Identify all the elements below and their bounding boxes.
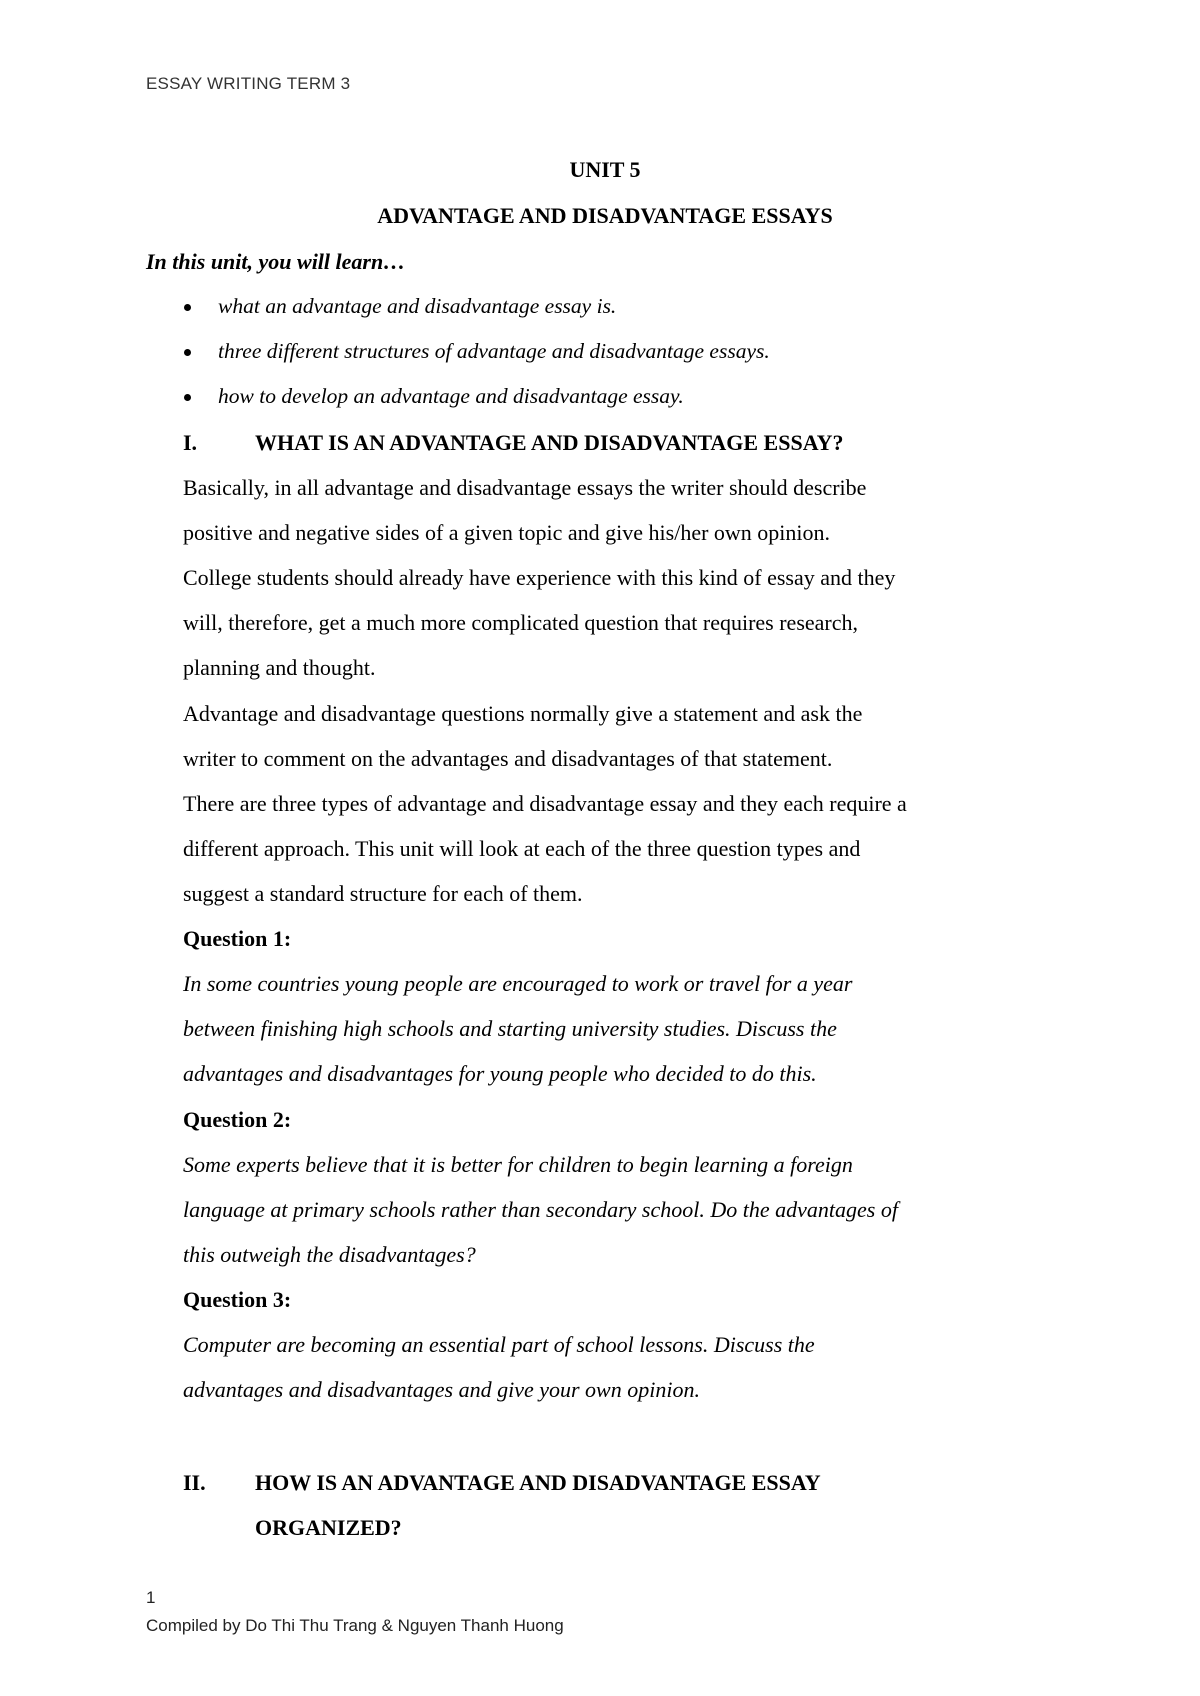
intro-bullet-3: how to develop an advantage and disadvantage essay. (218, 384, 684, 408)
intro-heading: In this unit, you will learn… (146, 249, 406, 274)
section-1-number: I. (183, 430, 198, 455)
page-header: ESSAY WRITING TERM 3 (146, 74, 351, 93)
section-1-line: positive and negative sides of a given topic and give his/her own opinion. (183, 520, 831, 545)
section-1-line: writer to comment on the advantages and disadvantages of that statement. (183, 746, 833, 771)
question-1-line: between finishing high schools and starting university studies. Discuss the (183, 1016, 837, 1041)
question-3-label: Question 3: (183, 1287, 292, 1312)
question-2-label: Question 2: (183, 1107, 292, 1132)
unit-number: UNIT 5 (569, 157, 641, 182)
bullet-dot-icon (184, 349, 191, 356)
section-2-number: II. (183, 1470, 206, 1495)
question-3-line: Computer are becoming an essential part of school lessons. Discuss the (183, 1332, 815, 1357)
bullet-dot-icon (184, 304, 191, 311)
section-1-line: will, therefore, get a much more complicated question that requires research, (183, 610, 859, 635)
section-1-line: Basically, in all advantage and disadvantage essays the writer should describe (183, 475, 867, 500)
intro-bullet-2: three different structures of advantage and disadvantage essays. (218, 339, 770, 363)
section-1-line: planning and thought. (183, 655, 376, 680)
question-2-line: Some experts believe that it is better for children to begin learning a foreign (183, 1152, 853, 1177)
question-2-line: this outweigh the disadvantages? (183, 1242, 476, 1267)
page-footer: Compiled by Do Thi Thu Trang & Nguyen Thanh Huong (146, 1616, 564, 1635)
question-1-line: advantages and disadvantages for young people who decided to do this. (183, 1061, 817, 1086)
section-1-line: Advantage and disadvantage questions normally give a statement and ask the (183, 701, 863, 726)
question-3-line: advantages and disadvantages and give your own opinion. (183, 1377, 700, 1402)
question-2-line: language at primary schools rather than secondary school. Do the advantages of (183, 1197, 898, 1222)
section-2-title-line-1: HOW IS AN ADVANTAGE AND DISADVANTAGE ESSAY (255, 1470, 821, 1495)
question-1-line: In some countries young people are encouraged to work or travel for a year (183, 971, 853, 996)
intro-bullet-1: what an advantage and disadvantage essay is. (218, 294, 617, 318)
section-1-title: WHAT IS AN ADVANTAGE AND DISADVANTAGE ESSAY? (255, 430, 844, 455)
unit-title: ADVANTAGE AND DISADVANTAGE ESSAYS (377, 203, 833, 228)
section-1-line: There are three types of advantage and disadvantage essay and they each require a (183, 791, 907, 816)
question-1-label: Question 1: (183, 926, 292, 951)
section-1-line: different approach. This unit will look at each of the three question types and (183, 836, 861, 861)
section-2-title-line-2: ORGANIZED? (255, 1515, 402, 1540)
section-1-line: College students should already have experience with this kind of essay and they (183, 565, 896, 590)
page-number: 1 (146, 1588, 156, 1607)
bullet-dot-icon (184, 394, 191, 401)
section-1-line: suggest a standard structure for each of them. (183, 881, 583, 906)
